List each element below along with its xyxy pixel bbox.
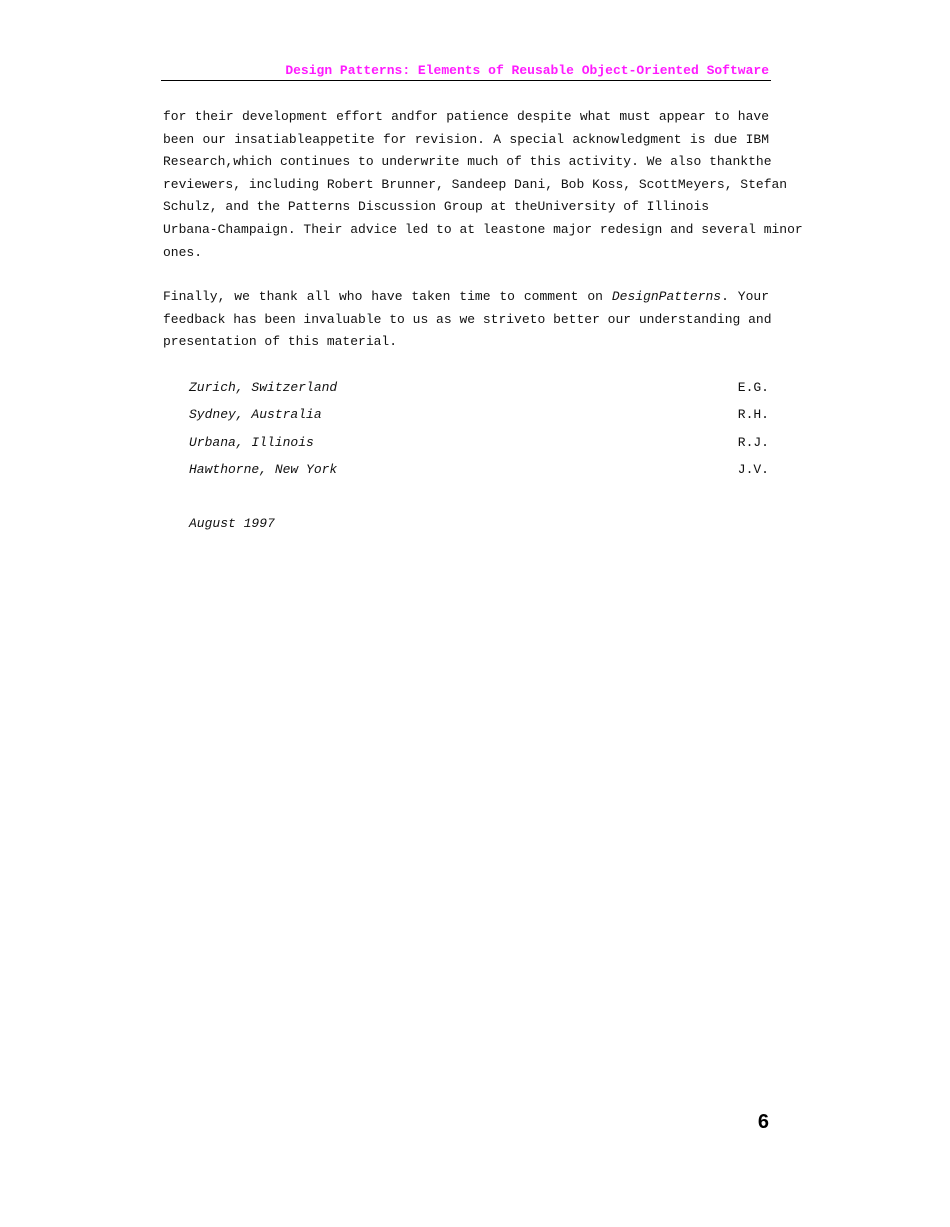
signature-row (189, 404, 769, 431)
running-header-title: Design Patterns: Elements of Reusable Object-Oriented Software (285, 63, 769, 78)
paragraph-line: been our insatiableappetite for revision. A special acknowledgment is due IBM (163, 131, 769, 147)
paragraph-line: Urbana-Champaign. Their advice led to at leastone major redesign and several minor (163, 221, 803, 237)
signature-initials: R.H. (737, 407, 769, 423)
signature-initials: E.G. (737, 380, 769, 395)
running-header (161, 62, 771, 81)
book-title-italic: DesignPatterns (611, 289, 722, 304)
paragraph-line: presentation of this material. (163, 334, 398, 350)
acknowledgment-paragraph (163, 106, 803, 264)
date-line: August 1997 (189, 516, 275, 531)
paragraph-line: feedback has been invaluable to us as we striveto better our understanding and (163, 311, 772, 327)
paragraph-line (163, 286, 769, 309)
paragraph-line: Research,which continues to underwrite much of this activity. We also thankthe (163, 154, 772, 170)
paragraph-line: for their development effort andfor patience despite what must appear to have (163, 109, 769, 124)
signature-place: Sydney, Australia (189, 407, 322, 423)
signature-row (189, 459, 769, 486)
signature-row (189, 377, 769, 404)
paragraph-line: reviewers, including Robert Brunner, Sandeep Dani, Bob Koss, ScottMeyers, Stefan (163, 176, 788, 192)
signature-row (189, 432, 769, 459)
paragraph-text: . Your (721, 289, 769, 304)
paragraph-line: ones. (163, 244, 203, 260)
signature-place: Urbana, Illinois (189, 434, 314, 450)
signature-place: Hawthorne, New York (189, 461, 338, 477)
page-number: 6 (757, 1111, 769, 1133)
signature-initials: J.V. (737, 461, 769, 477)
paragraph-text: Finally, we thank all who have taken time to comment on (163, 289, 612, 304)
paragraph-line: Schulz, and the Patterns Discussion Group at theUniversity of Illinois (163, 199, 710, 215)
signature-place: Zurich, Switzerland (189, 380, 338, 395)
closing-paragraph (163, 286, 772, 354)
signature-initials: R.J. (737, 434, 769, 450)
signature-list (189, 377, 769, 486)
